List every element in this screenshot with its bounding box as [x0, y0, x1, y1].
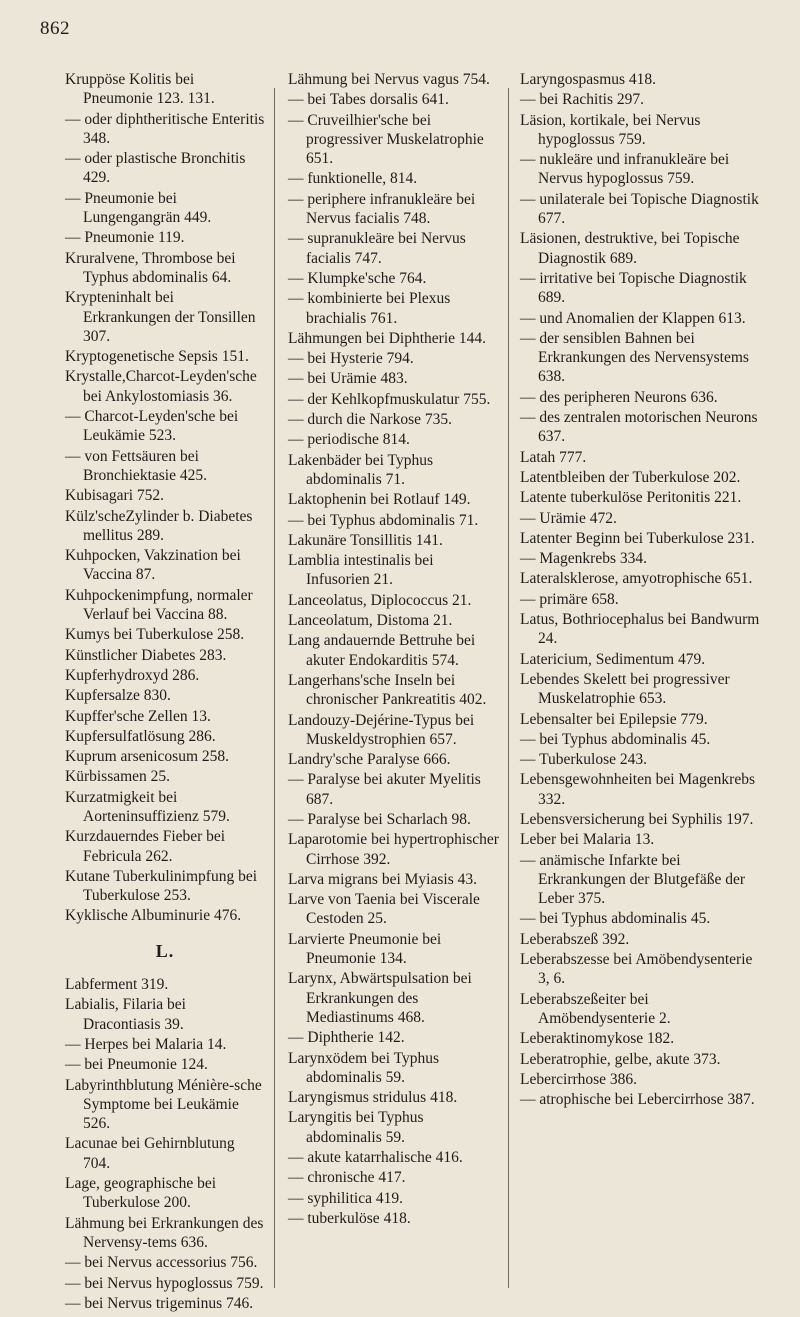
- index-entry: Larva migrans bei Myiasis 43.: [288, 870, 477, 888]
- index-entry: — bei Hysterie 794.: [288, 350, 414, 368]
- index-entry: — oder diphtheritische Enteritis 348.: [65, 110, 265, 147]
- index-entry: Leberabszesse bei Amöbendysenterie 3, 6.: [520, 951, 753, 988]
- index-entry: Lang andauernde Bettruhe bei akuter Endokarditis 574.: [288, 632, 476, 669]
- entries-k: [65, 70, 265, 926]
- index-entry: Kutane Tuberkulinimpfung bei Tuberkulose 253.: [65, 867, 258, 905]
- index-entry: — Magenkrebs 334.: [520, 550, 647, 568]
- section-letter-heading: L.: [155, 940, 175, 961]
- index-entry: Lanceolatus, Diplococcus 21.: [288, 591, 472, 609]
- index-entry: — periodische 814.: [288, 431, 410, 449]
- index-entry: — kombinierte bei Plexus brachialis 761.: [288, 290, 451, 327]
- index-entry: — periphere infranukleäre bei Nervus facialis 748.: [288, 190, 476, 228]
- index-entry: Lebendes Skelett bei progressiver Muskelatrophie 653.: [520, 670, 730, 708]
- index-entry: Kupffer'sche Zellen 13.: [65, 707, 211, 725]
- index-entry: Kruralvene, Thrombose bei Typhus abdominalis 64.: [65, 249, 236, 286]
- index-entry: Külz'scheZylinder b. Diabetes mellitus 289.: [65, 507, 253, 544]
- index-entry: — bei Nervus trigeminus 746.: [65, 1294, 254, 1312]
- index-entry: Kupfersalze 830.: [65, 687, 171, 705]
- index-entry: — unilaterale bei Topische Diagnostik 677.: [520, 190, 759, 228]
- index-entry: — Urämie 472.: [520, 509, 617, 527]
- index-entry: — Cruveilhier'sche bei progressiver Muskelatrophie 651.: [288, 111, 484, 168]
- index-entry: — bei Pneumonie 124.: [65, 1056, 208, 1074]
- index-entry: Kruppöse Kolitis bei Pneumonie 123. 131.: [65, 71, 215, 108]
- index-entry: Latentbleiben der Tuberkulose 202.: [520, 468, 741, 486]
- index-entry: Latus, Bothriocephalus bei Bandwurm 24.: [520, 611, 760, 648]
- index-entry: Labialis, Filaria bei Dracontiasis 39.: [65, 996, 186, 1033]
- index-entry: Kupferhydroxyd 286.: [65, 666, 200, 684]
- index-entry: — bei Typhus abdominalis 45.: [520, 910, 711, 928]
- index-entry: — Paralyse bei akuter Myelitis 687.: [288, 771, 481, 808]
- index-entry: Kuhpocken, Vakzination bei Vaccina 87.: [65, 547, 241, 584]
- index-entry: Latericium, Sedimentum 479.: [520, 650, 706, 668]
- index-entry: Larvierte Pneumonie bei Pneumonie 134.: [288, 930, 442, 968]
- index-entry: — chronische 417.: [288, 1169, 406, 1187]
- index-entry: — bei Rachitis 297.: [520, 91, 644, 109]
- index-entry: Larve von Taenia bei Viscerale Cestoden 25.: [288, 891, 480, 928]
- index-entry: Lebensalter bei Epilepsie 779.: [520, 710, 708, 728]
- index-entry: Kurzdauerndes Fieber bei Febricula 262.: [65, 828, 226, 865]
- index-entry: — bei Nervus accessorius 756.: [65, 1254, 258, 1272]
- index-entry: Laktophenin bei Rotlauf 149.: [288, 491, 471, 509]
- entries-l-start: [65, 975, 265, 1313]
- index-entry: — des peripheren Neurons 636.: [520, 388, 718, 406]
- column-divider-right: [508, 88, 509, 1288]
- index-column-2: [288, 70, 500, 1229]
- index-entry: Krystalle,Charcot-Leyden'sche bei Ankylostomiasis 36.: [65, 368, 257, 405]
- index-entry: — und Anomalien der Klappen 613.: [520, 309, 746, 327]
- index-entry: Läsionen, destruktive, bei Topische Diagnostik 689.: [520, 230, 740, 267]
- index-entry: — von Fettsäuren bei Bronchiektasie 425.: [65, 447, 207, 484]
- index-entry: — Charcot-Leyden'sche bei Leukämie 523.: [65, 408, 239, 445]
- index-entry: Kuprum arsenicosum 258.: [65, 748, 230, 766]
- index-entry: Larynxödem bei Typhus abdominalis 59.: [288, 1049, 440, 1086]
- index-entry: — Pneumonie 119.: [65, 229, 185, 247]
- index-entry: Laryngitis bei Typhus abdominalis 59.: [288, 1109, 424, 1146]
- index-entry: Larynx, Abwärtspulsation bei Erkrankungen des Mediastinums 468.: [288, 970, 472, 1026]
- index-entry: Laryngospasmus 418.: [520, 71, 657, 88]
- index-entry: Labferment 319.: [65, 976, 169, 994]
- index-entry: — Tuberkulose 243.: [520, 751, 648, 769]
- index-entry: — bei Urämie 483.: [288, 370, 408, 388]
- index-entry: Lage, geographische bei Tuberkulose 200.: [65, 1175, 217, 1212]
- index-entry: Lebensgewohnheiten bei Magenkrebs 332.: [520, 771, 756, 808]
- index-entry: Latente tuberkulöse Peritonitis 221.: [520, 489, 742, 507]
- index-entry: Kürbissamen 25.: [65, 768, 171, 786]
- index-entry: Laparotomie bei hypertrophischer Cirrhose 392.: [288, 831, 499, 868]
- index-entry: Leberabszeßeiter bei Amöbendysenterie 2.: [520, 990, 671, 1027]
- index-entry: Latenter Beginn bei Tuberkulose 231.: [520, 529, 755, 547]
- index-entry: — akute katarrhalische 416.: [288, 1149, 463, 1167]
- index-entry: — Diphtherie 142.: [288, 1029, 405, 1047]
- index-entry: — bei Nervus hypoglossus 759.: [65, 1274, 264, 1292]
- index-entry: Leberabszeß 392.: [520, 930, 630, 948]
- index-entry: Leberatrophie, gelbe, akute 373.: [520, 1050, 721, 1068]
- index-entry: — syphilitica 419.: [288, 1189, 403, 1207]
- index-entry: Lamblia intestinalis bei Infusorien 21.: [288, 552, 434, 589]
- index-column-3: [520, 70, 760, 1110]
- index-entry: — bei Typhus abdominalis 45.: [520, 730, 711, 748]
- index-entry: — tuberkulöse 418.: [288, 1209, 411, 1227]
- index-entry: Landouzy-Dejérine-Typus bei Muskeldystrophien 657.: [288, 711, 475, 748]
- index-entry: Kyklische Albuminurie 476.: [65, 907, 242, 925]
- index-entry: — bei Tabes dorsalis 641.: [288, 91, 449, 109]
- index-entry: Landry'sche Paralyse 666.: [288, 751, 451, 769]
- index-entry: — Paralyse bei Scharlach 98.: [288, 810, 471, 828]
- index-entry: — Klumpke'sche 764.: [288, 269, 427, 287]
- index-entry: — bei Typhus abdominalis 71.: [288, 511, 479, 529]
- index-entry: Lateralsklerose, amyotrophische 651.: [520, 570, 753, 588]
- index-entry: — atrophische bei Lebercirrhose 387.: [520, 1091, 755, 1109]
- index-entry: — anämische Infarkte bei Erkrankungen der Blutgefäße der Leber 375.: [520, 851, 746, 908]
- index-entry: Künstlicher Diabetes 283.: [65, 646, 227, 664]
- page-number: 862: [40, 18, 70, 39]
- column-divider-left: [274, 88, 275, 1288]
- index-entry: Kumys bei Tuberkulose 258.: [65, 626, 245, 644]
- index-entry: Lähmung bei Erkrankungen des Nervensy-tems 636.: [65, 1214, 264, 1251]
- index-entry: Lacunae bei Gehirnblutung 704.: [65, 1135, 235, 1172]
- index-entry: Lakunäre Tonsillitis 141.: [288, 531, 443, 549]
- index-entry: Laryngismus stridulus 418.: [288, 1089, 458, 1107]
- index-entry: Kuhpockenimpfung, normaler Verlauf bei Vaccina 88.: [65, 586, 253, 624]
- index-entry: Langerhans'sche Inseln bei chronischer Pankreatitis 402.: [288, 671, 487, 709]
- index-entry: — oder plastische Bronchitis 429.: [65, 150, 246, 187]
- index-entry: — des zentralen motorischen Neurons 637.: [520, 409, 758, 446]
- index-entry: — der Kehlkopfmuskulatur 755.: [288, 390, 491, 408]
- index-entry: Leberaktinomykose 182.: [520, 1030, 675, 1048]
- index-entry: Latah 777.: [520, 448, 587, 466]
- index-entry: Lähmung bei Nervus vagus 754.: [288, 71, 490, 88]
- index-entry: Lakenbäder bei Typhus abdominalis 71.: [288, 451, 433, 488]
- index-column-1: [65, 70, 265, 1314]
- index-entry: — der sensiblen Bahnen bei Erkrankungen des Nervensystems 638.: [520, 329, 749, 386]
- index-entry: Kupfersulfatlösung 286.: [65, 727, 216, 745]
- index-entry: Lebercirrhose 386.: [520, 1070, 638, 1088]
- index-entry: — Pneumonie bei Lungengangrän 449.: [65, 189, 212, 227]
- index-entry: Kubisagari 752.: [65, 487, 165, 505]
- index-entry: Lebensversicherung bei Syphilis 197.: [520, 810, 754, 828]
- index-entry: — durch die Narkose 735.: [288, 411, 452, 429]
- index-entry: Labyrinthblutung Ménière-sche Symptome bei Leukämie 526.: [65, 1076, 262, 1133]
- index-entry: — funktionelle, 814.: [288, 170, 418, 188]
- index-entry: Leber bei Malaria 13.: [520, 831, 655, 849]
- index-entry: — irritative bei Topische Diagnostik 689.: [520, 269, 747, 307]
- index-entry: Kryptogenetische Sepsis 151.: [65, 348, 249, 366]
- index-entry: — primäre 658.: [520, 590, 619, 608]
- index-entry: — supranukleäre bei Nervus facialis 747.: [288, 230, 466, 267]
- index-entry: Lähmungen bei Diphtherie 144.: [288, 329, 487, 347]
- index-entry: Krypteninhalt bei Erkrankungen der Tonsillen 307.: [65, 289, 256, 345]
- index-entry: Läsion, kortikale, bei Nervus hypoglossus 759.: [520, 111, 701, 148]
- index-entry: — Herpes bei Malaria 14.: [65, 1035, 227, 1053]
- index-entry: Lanceolatum, Distoma 21.: [288, 612, 453, 630]
- index-entry: Kurzatmigkeit bei Aorteninsuffizienz 579.: [65, 788, 230, 825]
- index-entry: — nukleäre und infranukleäre bei Nervus hypoglossus 759.: [520, 151, 730, 188]
